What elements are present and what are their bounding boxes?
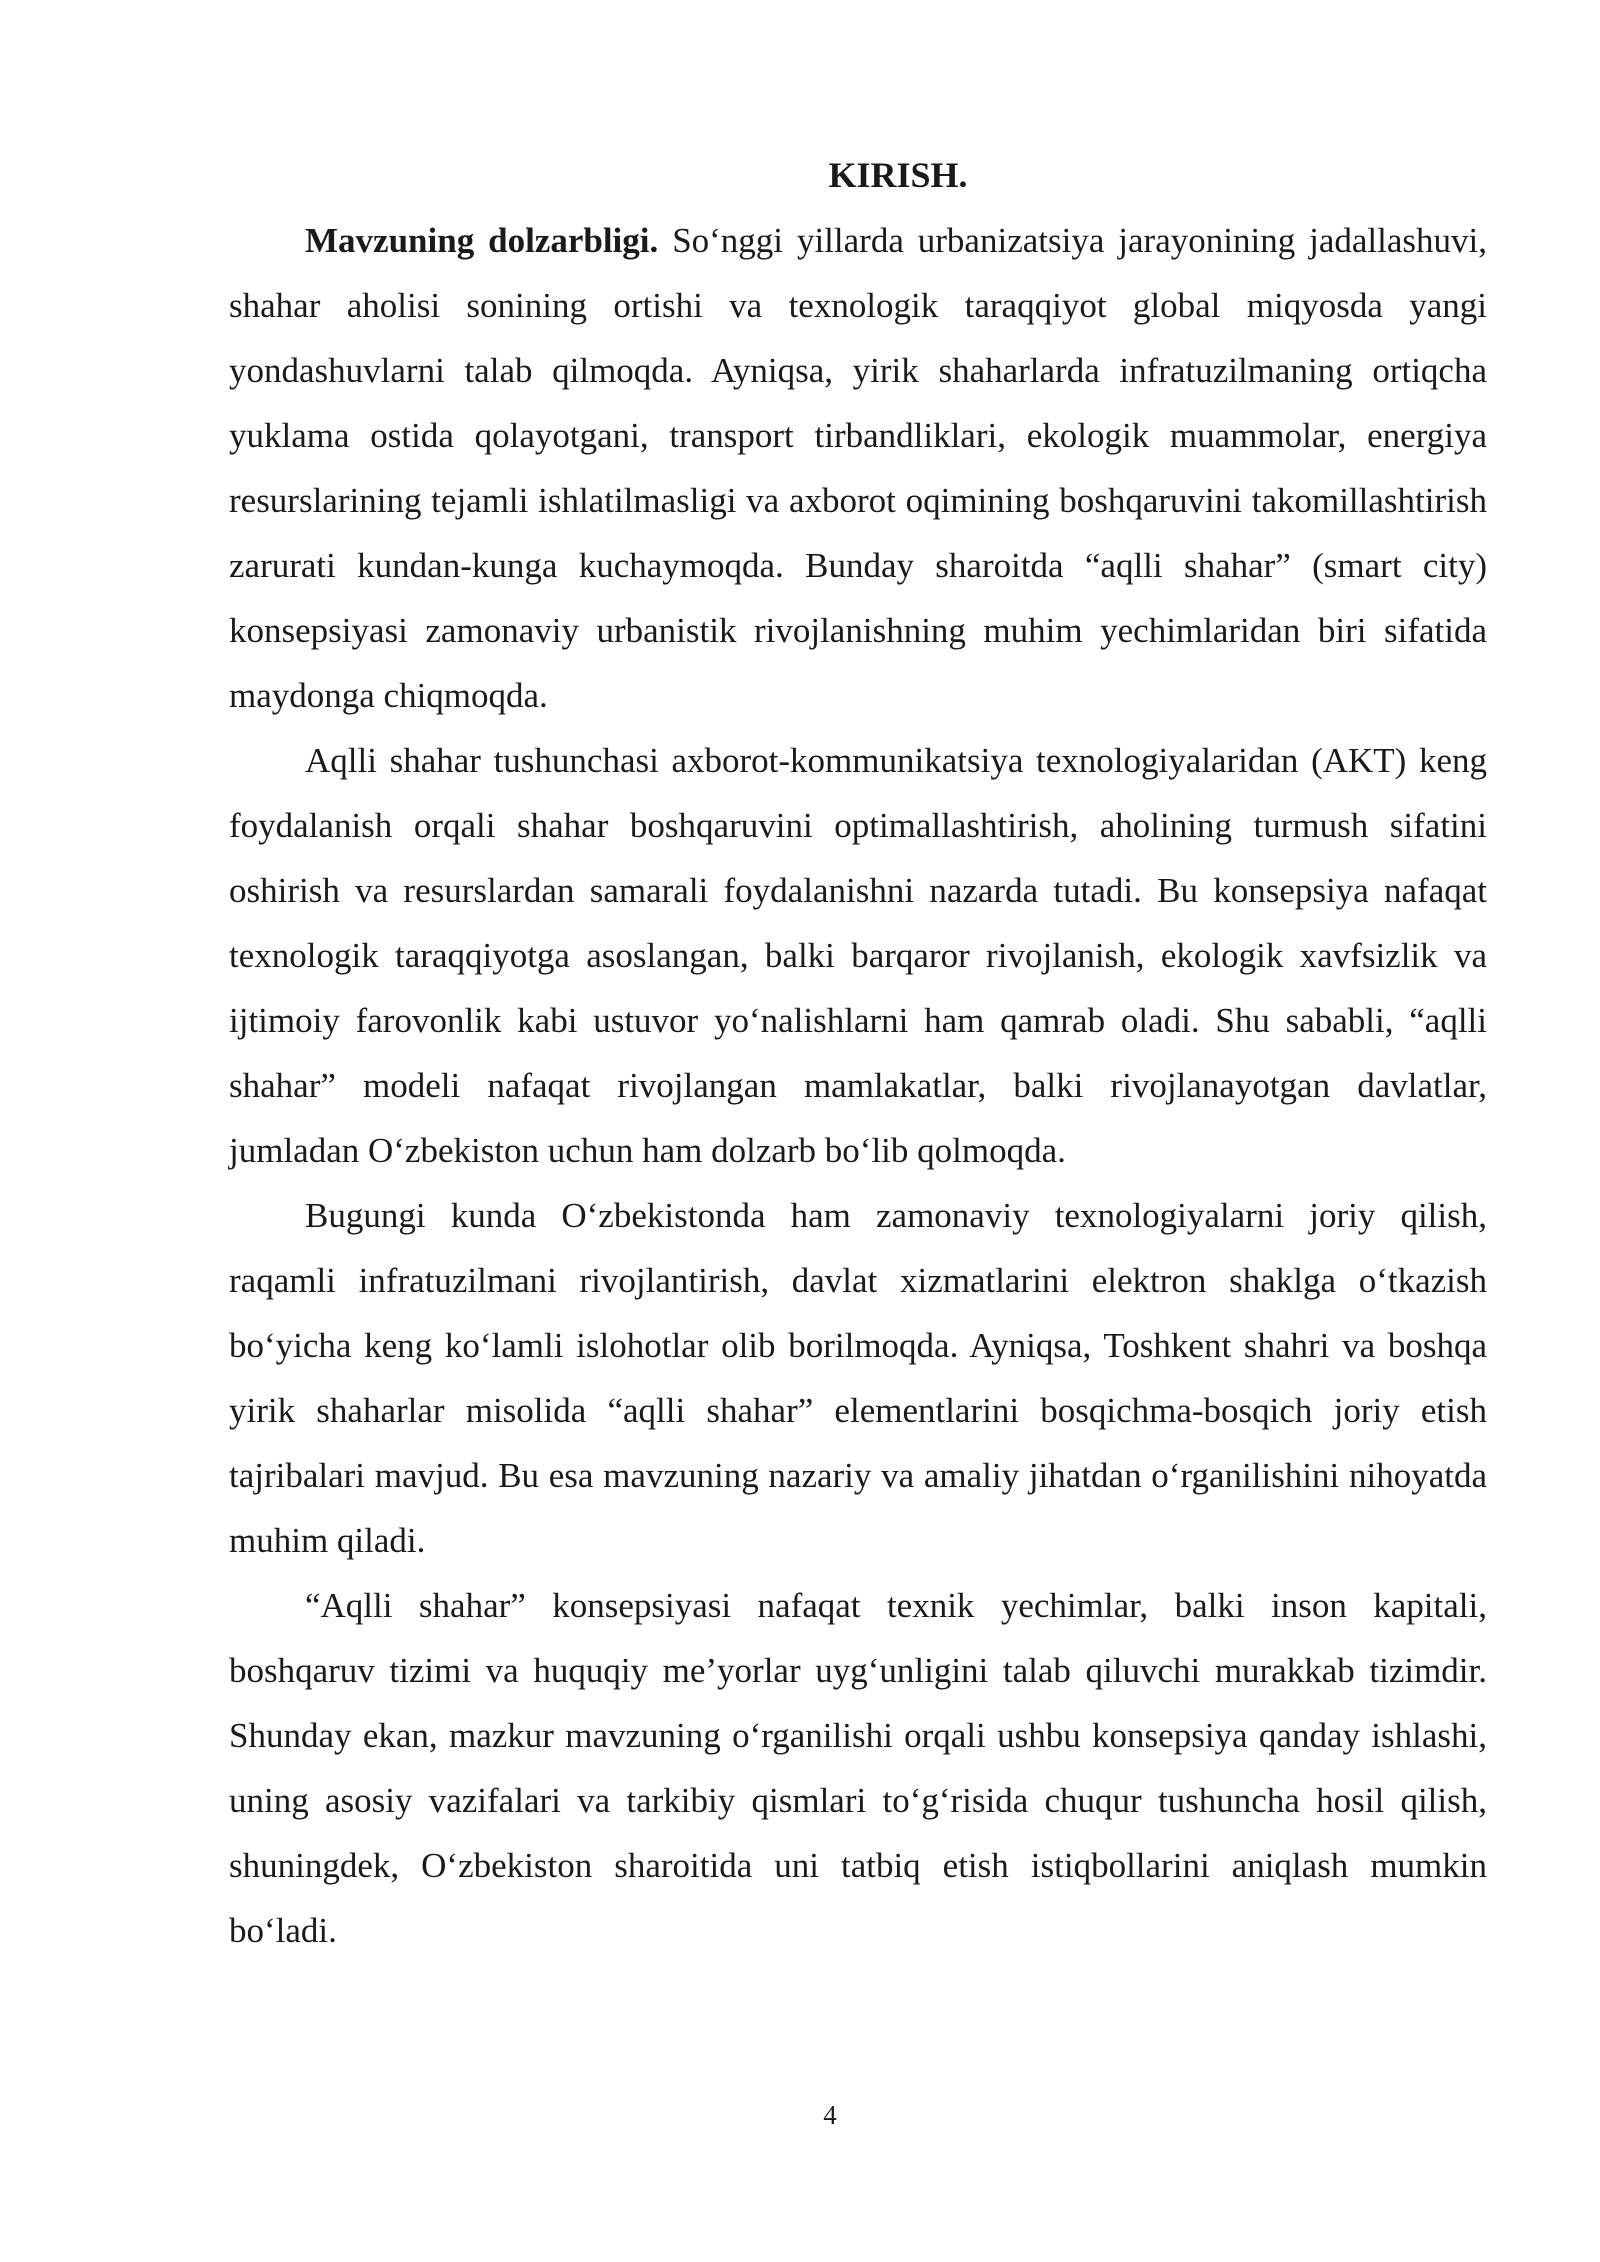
paragraph-uzbekistan-reforms: Bugungi kunda O‘zbekistonda ham zamonaviy texnologiyalarni joriy qilish, raqamli infratuzilmani rivojlantirish, davlat xizmatlarini elektron shaklga o‘tkazish bo‘yicha keng ko‘lamli islohotlar olib borilmoqda. Ayniqsa, Toshkent shahri va boshqa yirik shaharlar misolida “aqlli shahar” elementlarini bosqichma-bosqich joriy etish tajribalari mavjud. Bu esa mavzuning nazariy va amaliy jihatdan o‘rganilishini nihoyatda muhim qiladi. [229,1196,1487,1560]
paragraph-study-purpose: “Aqlli shahar” konsepsiyasi nafaqat texnik yechimlar, balki inson kapitali, boshqaruv tizimi va huquqiy me’yorlar uyg‘unligini talab qiluvchi murakkab tizimdir. Shunday ekan, mazkur mavzuning o‘rganilishi orqali ushbu konsepsiya qanday ishlashi, uning asosiy vazifalari va tarkibiy qismlari to‘g‘risida chuqur tushuncha hosil qilish, shuningdek, O‘zbekiston sharoitida uni tatbiq etish istiqbollarini aniqlash mumkin bo‘ladi. [229,1586,1487,1950]
page-body [229,143,1487,1963]
section-heading: KIRISH. [828,155,968,195]
page-number: 4 [823,2100,837,2130]
paragraph-relevance [229,208,1487,728]
paragraph-lead-term: Mavzuning dolzarbligi. [305,221,659,260]
paragraph-smart-city-concept: Aqlli shahar tushunchasi axborot-kommunikatsiya texnologiyalaridan (AKT) keng foydalanish orqali shahar boshqaruvini optimallashtirish, aholining turmush sifatini oshirish va resurslardan samarali foydalanishni nazarda tutadi. Bu konsepsiya nafaqat texnologik taraqqiyotga asoslangan, balki barqaror rivojlanish, ekologik xavfsizlik va ijtimoiy farovonlik kabi ustuvor yo‘nalishlarni ham qamrab oladi. Shu sababli, “aqlli shahar” modeli nafaqat rivojlangan mamlakatlar, balki rivojlanayotgan davlatlar, jumladan O‘zbekiston uchun ham dolzarb bo‘lib qolmoqda. [229,741,1487,1170]
paragraph-text: So‘nggi yillarda urbanizatsiya jarayonining jadallashuvi, shahar aholisi sonining ortishi va texnologik taraqqiyot global miqyosda yangi yondashuvlarni talab qilmoqda. Ayniqsa, yirik shaharlarda infratuzilmaning ortiqcha yuklama ostida qolayotgani, transport tirbandliklari, ekologik muammolar, energiya resurslarining tejamli ishlatilmasligi va axborot oqimining boshqaruvini takomillashtirish zarurati kundan-kunga kuchaymoqda. Bunday sharoitda “aqlli shahar” (smart city) konsepsiyasi zamonaviy urbanistik rivojlanishning muhim yechimlaridan biri sifatida maydonga chiqmoqda. [229,221,1487,715]
